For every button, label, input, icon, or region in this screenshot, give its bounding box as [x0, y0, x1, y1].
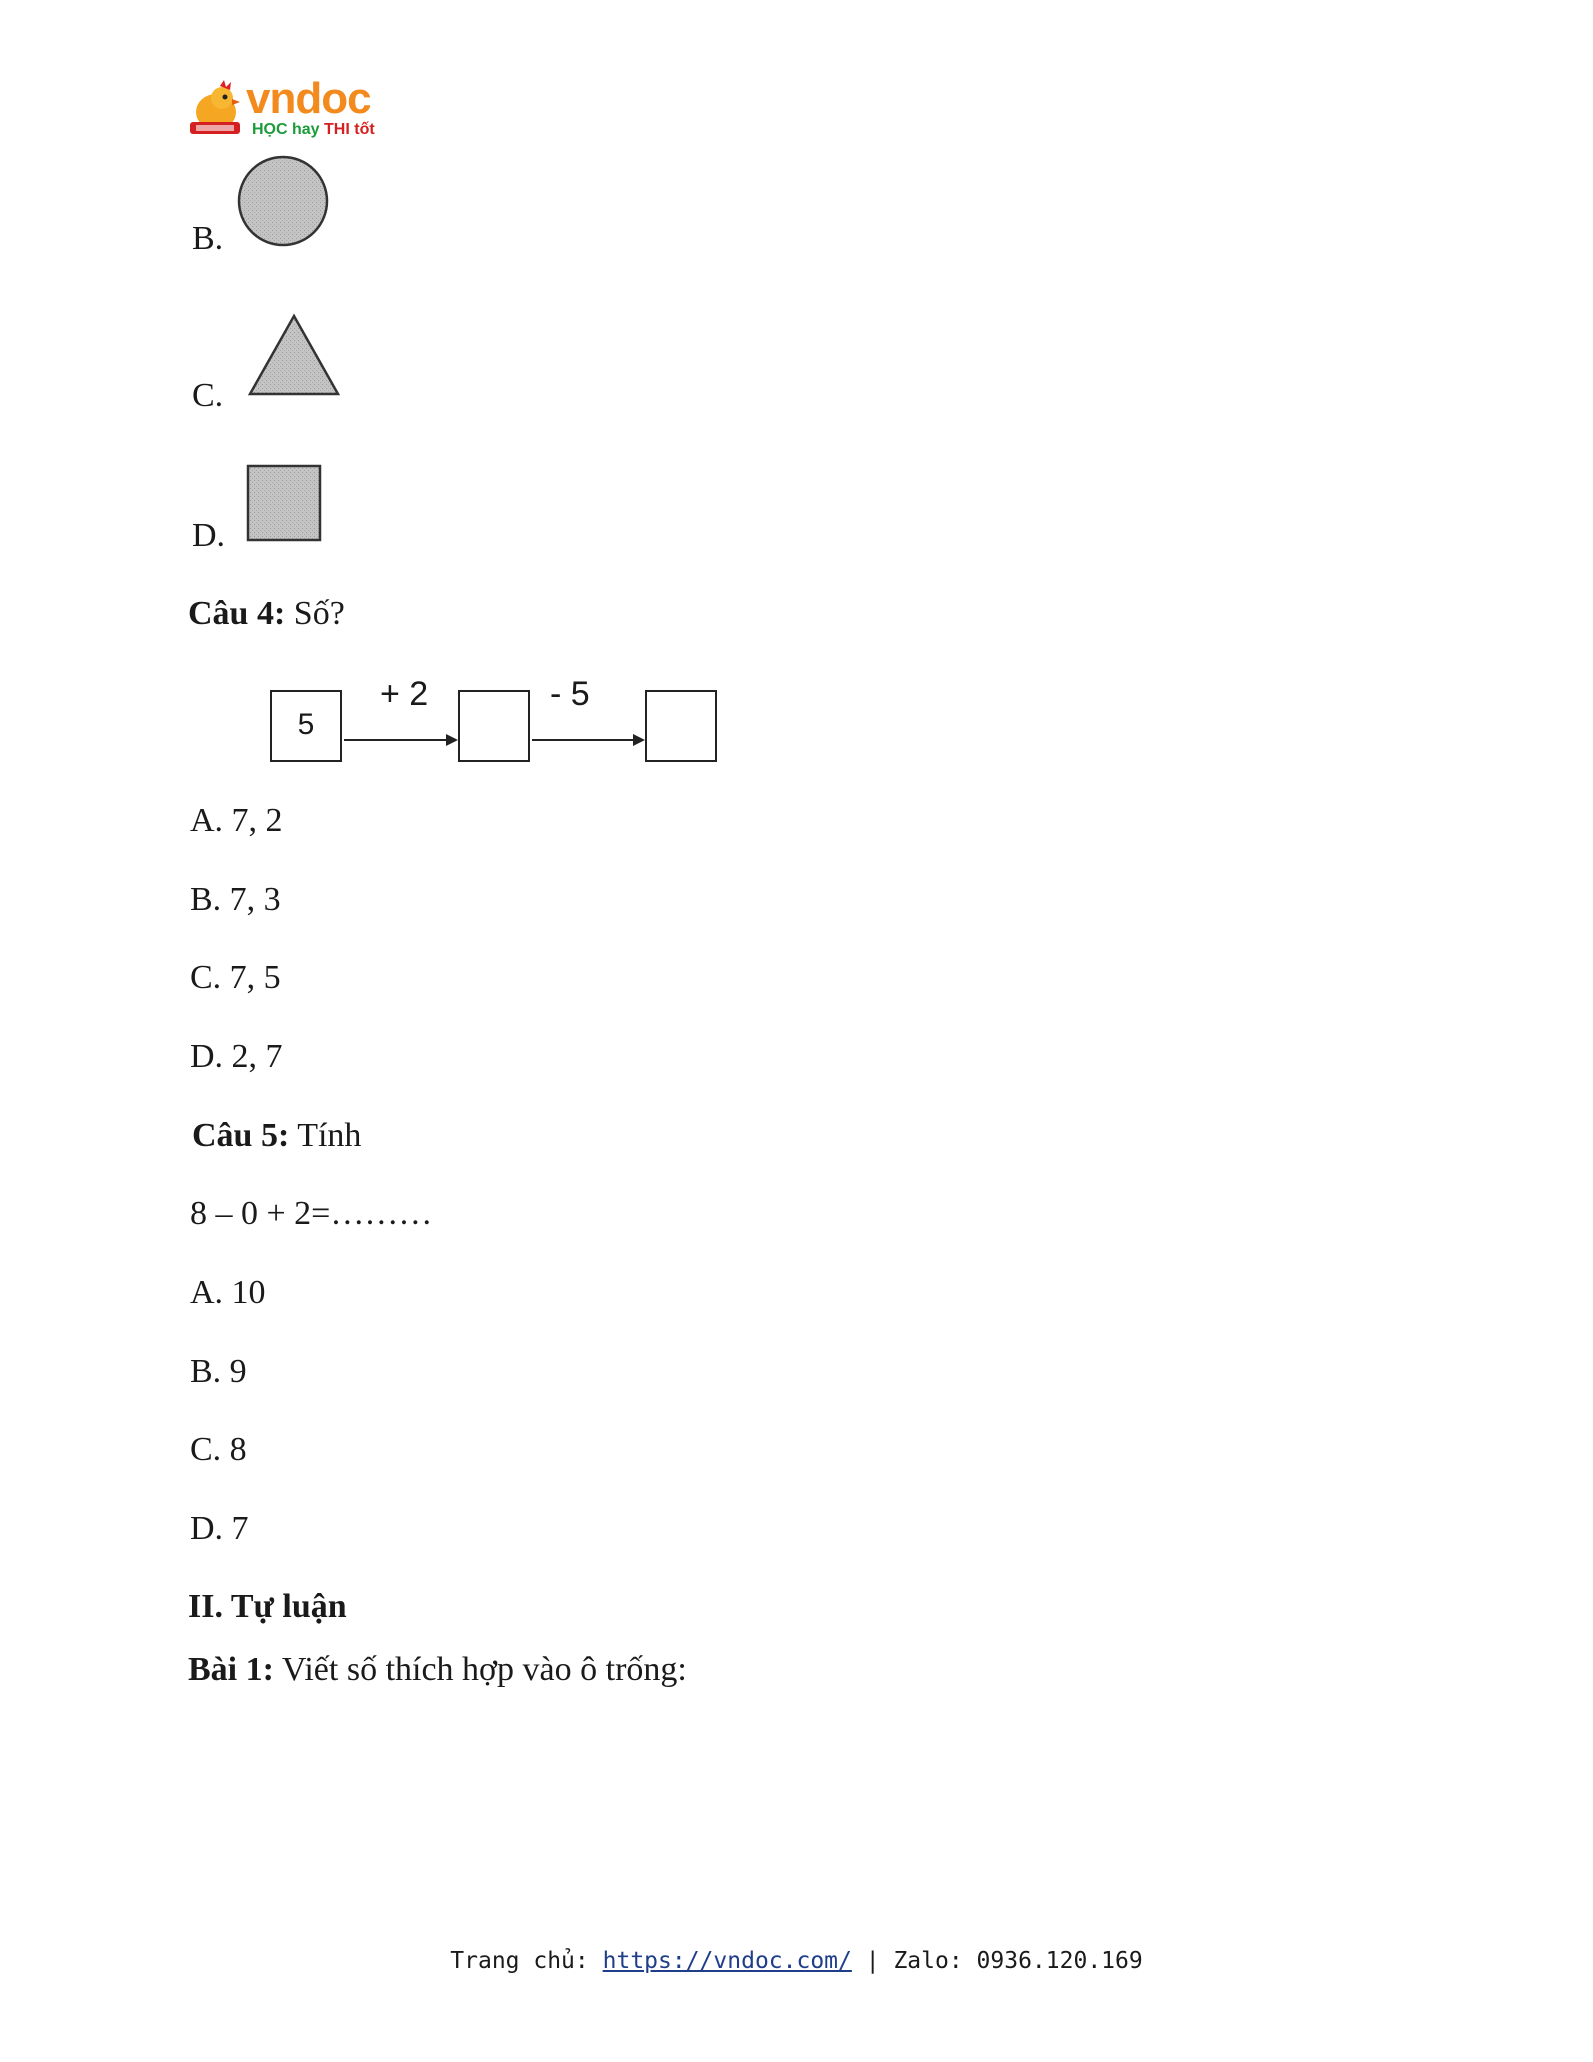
question-5-option-b: B. 9	[190, 1353, 247, 1390]
footer-zalo: Zalo: 0936.120.169	[893, 1948, 1143, 1974]
chicken-mascot-icon	[186, 78, 248, 140]
question-4-prompt: Số?	[293, 595, 345, 632]
task-1-heading	[188, 1650, 687, 1690]
task-1-title: Bài 1:	[188, 1651, 274, 1688]
question-5-expression: 8 – 0 + 2=………	[190, 1195, 433, 1232]
operation-minus-label: - 5	[550, 675, 590, 713]
footer-separator: |	[865, 1948, 880, 1974]
question-4-option-d: D. 2, 7	[190, 1038, 283, 1075]
logo-tagline	[252, 120, 375, 140]
arrows	[342, 730, 646, 750]
question-5-option-c: C. 8	[190, 1431, 247, 1468]
task-1-prompt: Viết số thích hợp vào ô trống:	[281, 1651, 687, 1688]
square-icon	[246, 464, 322, 542]
question-4-option-b: B. 7, 3	[190, 881, 281, 918]
question-5-title: Câu 5:	[192, 1117, 290, 1154]
logo-wordmark: vndoc	[246, 74, 371, 123]
question-5-option-d: D. 7	[190, 1510, 249, 1547]
question-4-option-c: C. 7, 5	[190, 959, 281, 996]
footer-home-link[interactable]: https://vndoc.com/	[602, 1948, 852, 1974]
answer-box-2	[645, 690, 717, 762]
tagline-red: THI tốt	[324, 121, 375, 138]
answer-box-1	[458, 690, 530, 762]
option-b-label: B.	[192, 220, 224, 257]
question-4-option-a: A. 7, 2	[190, 802, 283, 839]
page-footer	[0, 1948, 1593, 1974]
circle-icon	[236, 154, 330, 248]
question-5-heading	[192, 1116, 361, 1156]
question-4-title: Câu 4:	[188, 595, 286, 632]
question-5-prompt: Tính	[297, 1117, 362, 1154]
arrow-1-head-icon	[446, 734, 458, 746]
question-4-heading	[188, 594, 345, 634]
tagline-green: HỌC hay	[252, 121, 320, 138]
option-d-label: D.	[192, 517, 226, 554]
section-2-heading: II. Tự luận	[188, 1588, 347, 1625]
triangle-icon	[246, 312, 342, 398]
question-5-option-a: A. 10	[190, 1274, 266, 1311]
arrow-2-head-icon	[633, 734, 645, 746]
footer-home-label: Trang chủ:	[450, 1948, 589, 1974]
start-box: 5	[270, 690, 342, 762]
option-c-label: C.	[192, 377, 224, 414]
operation-plus-label: + 2	[380, 675, 429, 713]
vndoc-logo	[186, 76, 396, 146]
